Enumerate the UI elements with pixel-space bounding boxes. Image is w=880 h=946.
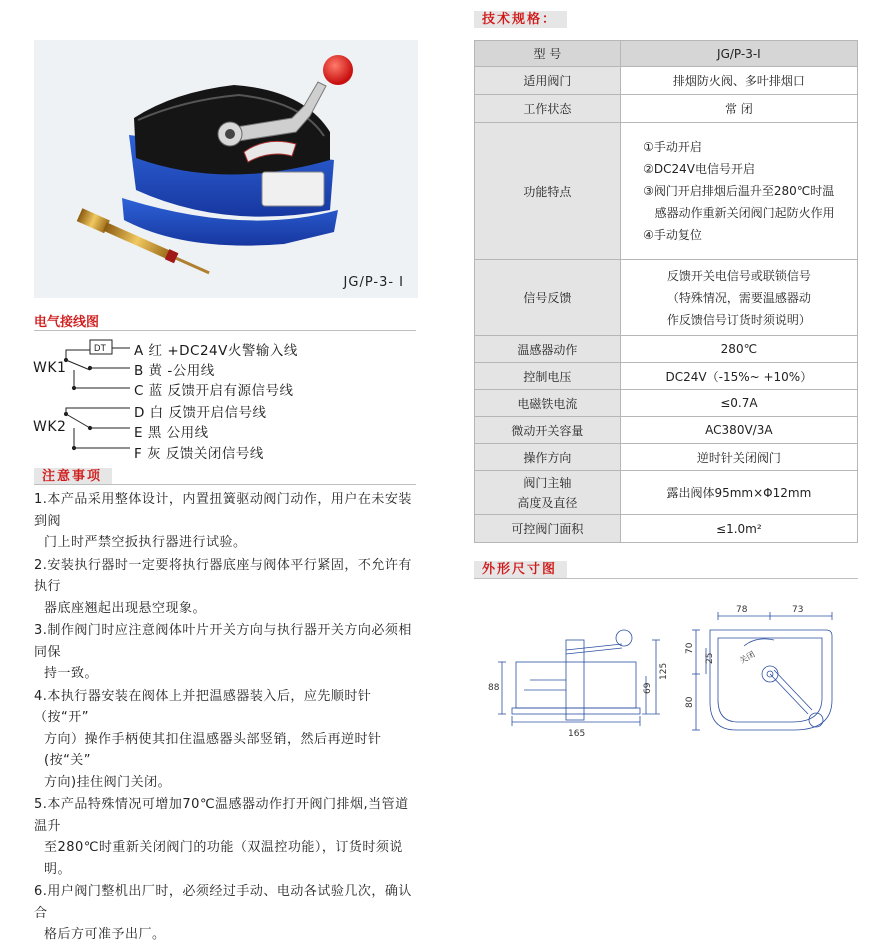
notes-list [34,489,416,946]
dt-label: DT [94,343,106,353]
table-row: 电磁铁电流 ≤0.7A [475,390,858,417]
product-photo [34,40,418,298]
spec-table [474,40,858,543]
notes-title: 注意事项 [34,465,112,484]
model-value: JG/P-3-Ⅰ [620,41,857,67]
notes-title-underline [34,484,416,485]
wire-line-d: D 白 反馈开启信号线 [134,405,267,421]
note-item: 3.制作阀门时应注意阀体叶片开关方向与执行器开关方向必须相同保 持一致。 [34,623,412,681]
actuator-illustration [34,40,418,298]
dim-25: 25 [705,652,715,664]
table-row: 适用阀门 排烟防火阀、多叶排烟口 [475,67,858,95]
dimensions-title-underline [474,578,858,579]
wiring-title: 电气接线图 [34,315,100,330]
note-item: 4.本执行器安装在阀体上并把温感器装入后，应先顺时针（按“开” 方向）操作手柄使其扣住温感器头部竖销，然后再逆时针(按“关” 方向)挂住阀门关闭。 [34,688,382,790]
dim-88: 88 [488,683,500,693]
table-row: 可控阀门面积 ≤1.0m² [475,515,858,543]
wk1-label: WK1 [33,360,67,376]
table-row: 微动开关容量 AC380V/3A [475,417,858,444]
dimension-drawing [474,590,858,750]
table-row: 操作方向 逆时针关闭阀门 [475,444,858,471]
dim-125: 125 [659,662,669,680]
dim-70: 70 [685,642,695,654]
wiring-schematic [44,338,134,462]
table-row: 工作状态 常 闭 [475,95,858,123]
dim-78: 78 [736,605,748,615]
model-label: 型 号 [475,41,621,67]
table-row: 功能特点 ①手动开启 ②DC24V电信号开启 ③阀门开启排烟后温升至280℃时温 感器动作重新关闭阀门起防火作用 ④手动复位 [475,123,858,260]
dim-80: 80 [685,696,695,708]
table-row [475,41,858,67]
wire-line-e: E 黑 公用线 [134,425,209,441]
features-list: ①手动开启 ②DC24V电信号开启 ③阀门开启排烟后温升至280℃时温 感器动作重新关闭阀门起防火作用 ④手动复位 [643,140,835,242]
note-item: 5.本产品特殊情况可增加70℃温感器动作打开阀门排烟,当管道温升 至280℃时重新关闭阀门的功能（双温控功能），订货时须说明。 [34,797,409,877]
note-item: 2.安装执行器时一定要将执行器底座与阀体平行紧固，不允许有执行 器底座翘起出现悬空现象。 [34,557,412,616]
wire-line-f: F 灰 反馈关闭信号线 [134,446,264,462]
table-row: 温感器动作 280℃ [475,336,858,363]
note-item: 6.用户阀门整机出厂时，必须经过手动、电动各试验几次，确认合 格后方可准予出厂。 [34,884,412,942]
wiring-title-underline [34,330,416,331]
dimension-svg [474,590,858,750]
photo-caption: JG/P-3- I [343,275,404,290]
specs-title: 技术规格： [474,8,567,27]
note-item: 1.本产品采用整体设计，内置扭簧驱动阀门动作，用户在未安装到阀 门上时严禁空扳执行器进行试验。 [34,492,412,550]
table-row: 阀门主轴 高度及直径 露出阀体95mm×Φ12mm [475,471,858,515]
dim-165: 165 [568,729,586,739]
wire-line-b: B 黄 -公用线 [134,363,215,379]
wire-line-c: C 蓝 反馈开启有源信号线 [134,383,294,399]
wk2-label: WK2 [33,419,67,435]
table-row: 信号反馈 反馈开关电信号或联锁信号 （特殊情况，需要温感器动 作反馈信号订货时须说明） [475,260,858,336]
close-mark: 关闭 [738,649,757,666]
wire-line-a: A 红 +DC24V火警输入线 [134,343,298,359]
dim-69: 69 [643,682,653,694]
table-row: 控制电压 DC24V（-15%~ +10%） [475,363,858,390]
dimensions-title: 外形尺寸图 [474,558,567,577]
dim-73: 73 [792,605,804,615]
